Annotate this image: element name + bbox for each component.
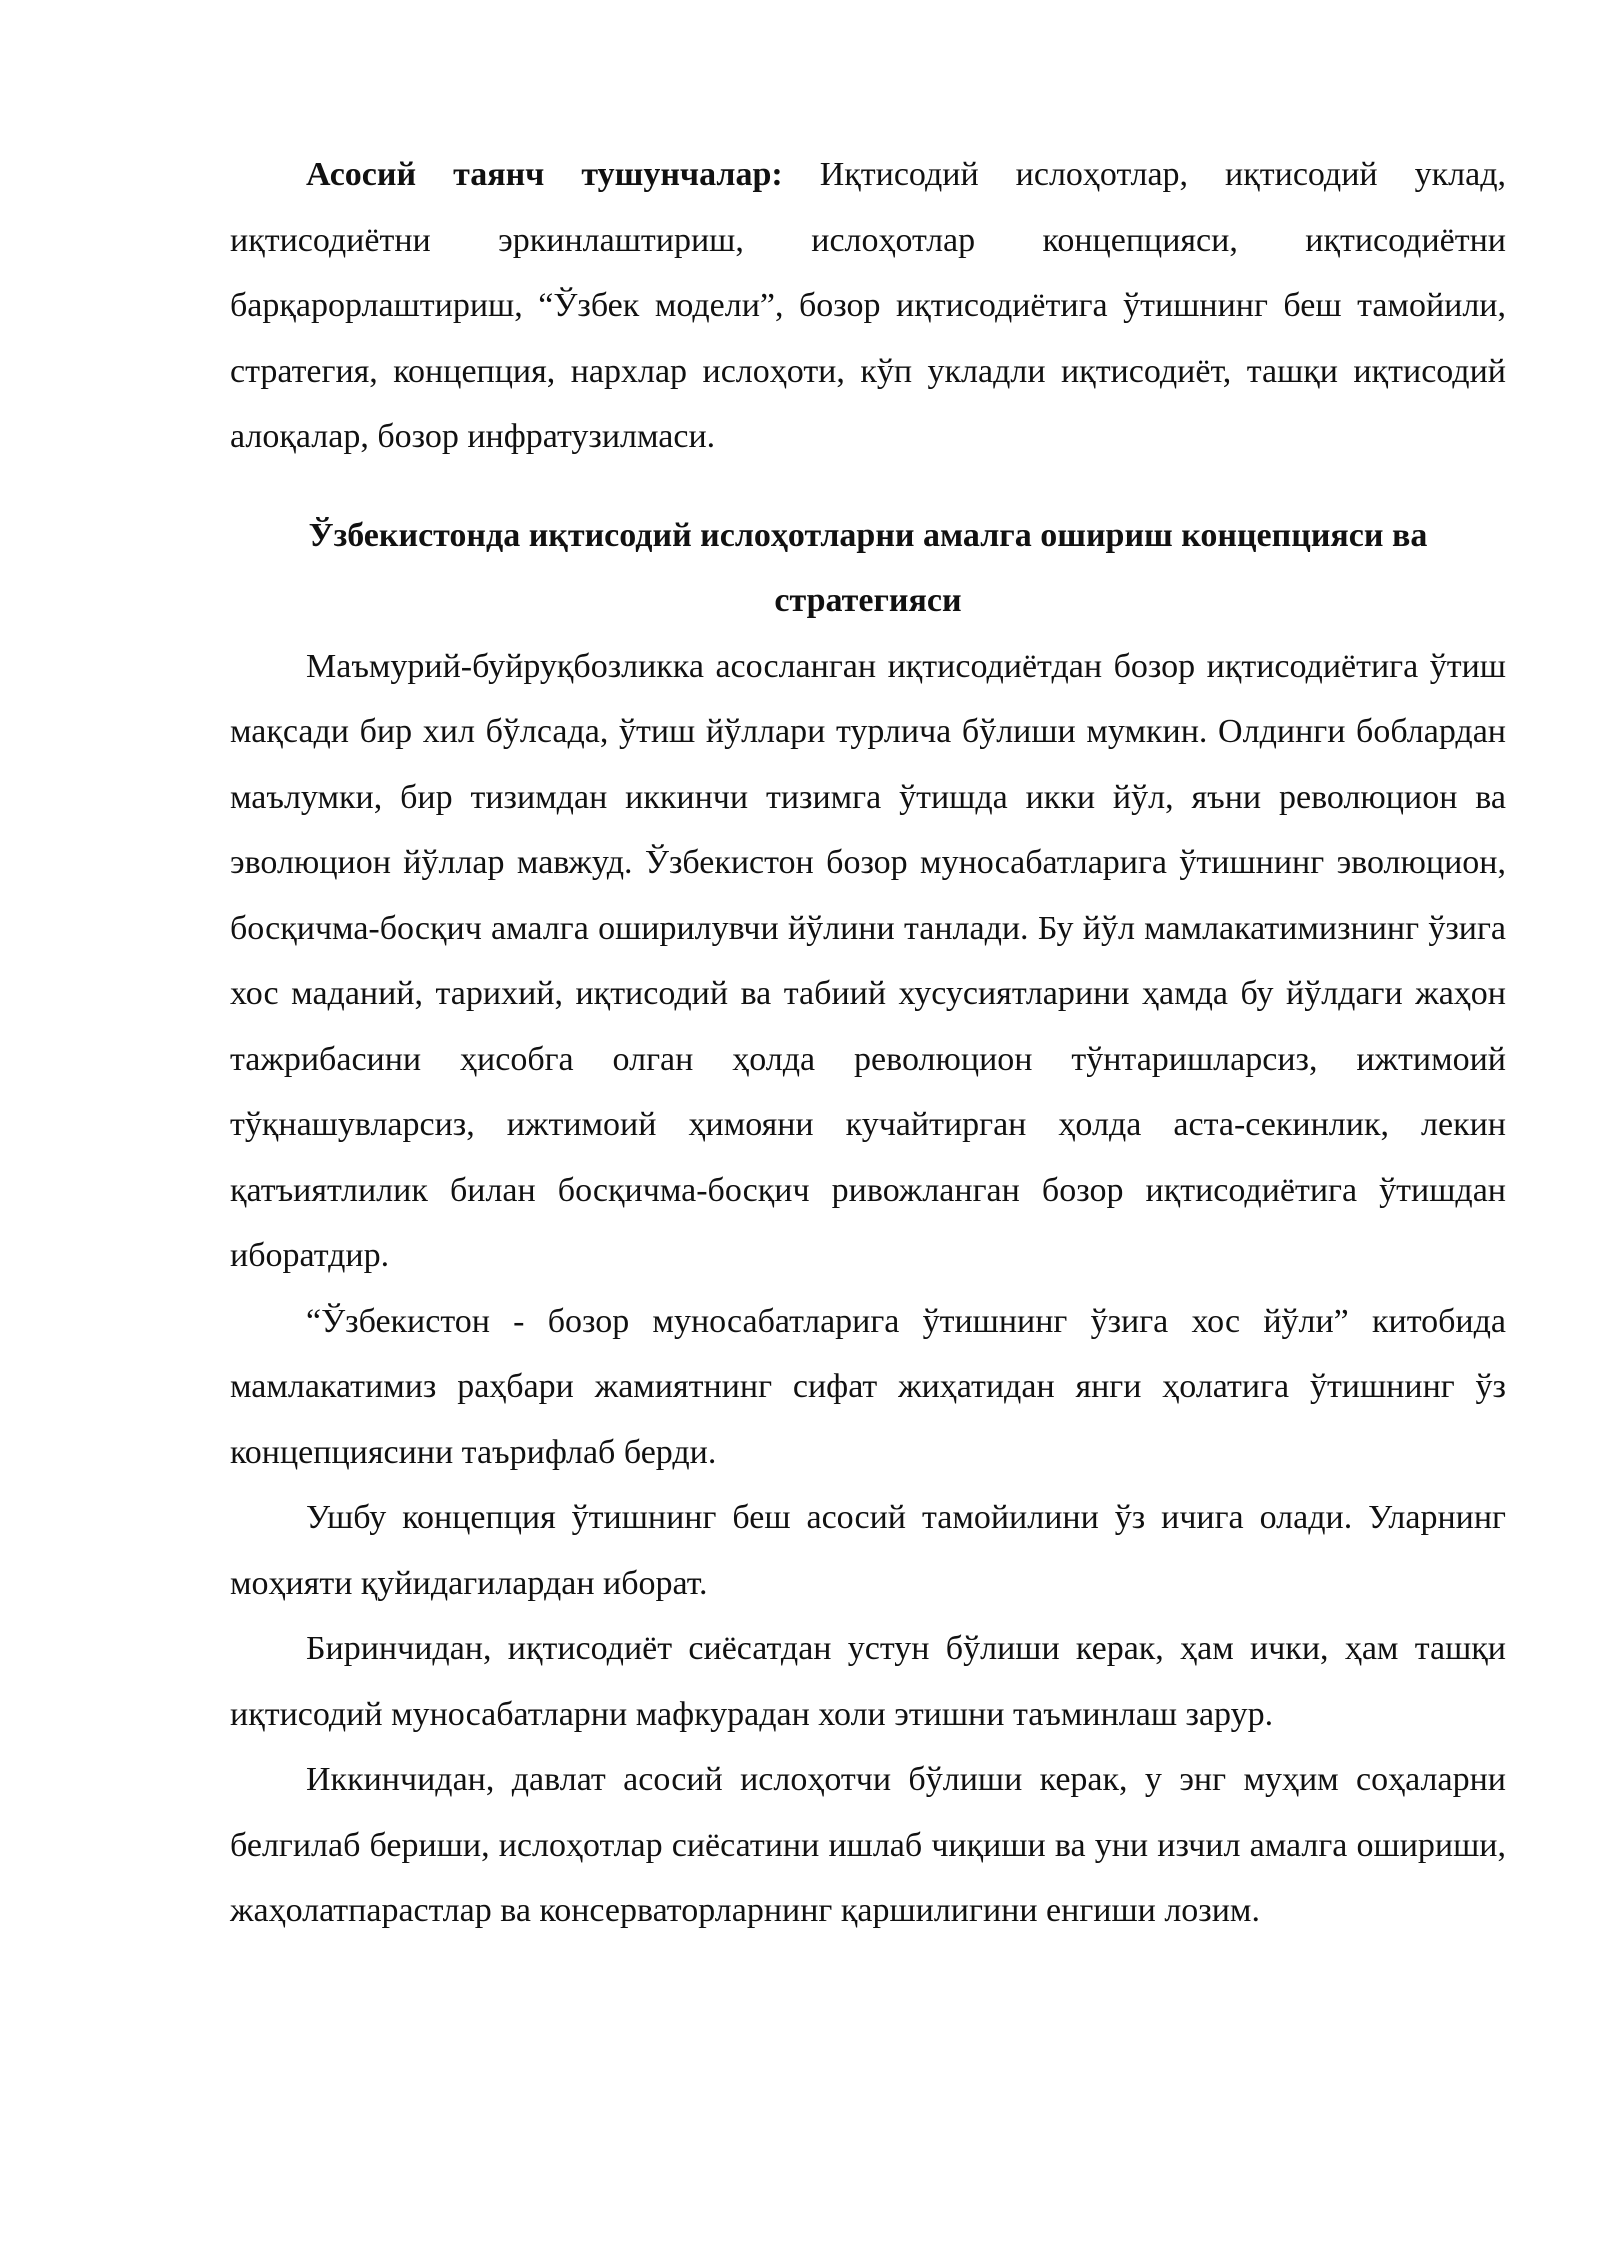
keywords-label: Асосий таянч тушунчалар:: [306, 156, 783, 193]
body-paragraph-1: Маъмурий-буйруқбозликка асосланган иқтисодиётдан бозор иқтисодиётига ўтиш мақсади бир хил бўлсада, ўтиш йўллари турлича бўлиши мумкин. Олдинги боблардан маълумки, бир тизимдан иккинчи тизимга ўтишда икки йўл, яъни революцион ва эволюцион йўллар мавжуд. Ўзбекистон бозор муносабатларига ўтишнинг эволюцион, босқичма-босқич амалга оширилувчи йўлини танлади. Бу йўл мамлакатимизнинг ўзига хос маданий, тарихий, иқтисодий ва табиий хусусиятларини ҳамда бу йўлдаги жаҳон тажрибасини ҳисобга олган ҳолда революцион тўнтаришларсиз, ижтимоий тўқнашувларсиз, ижтимоий ҳимояни кучайтирган ҳолда аста-секинлик, лекин қатъиятлилик билан босқичма-босқич ривожланган бозор иқтисодиётига ўтишдан иборатдир.: [230, 647, 1506, 1274]
section-heading: [230, 503, 1506, 634]
body-paragraph-2: “Ўзбекистон - бозор муносабатларига ўтишнинг ўзига хос йўли” китобида мамлакатимиз раҳбари жамиятнинг сифат жиҳатидан янги ҳолатига ўтишнинг ўз концепциясини таърифлаб берди.: [230, 1302, 1506, 1471]
keywords-text: Иқтисодий ислоҳотлар, иқтисодий уклад, иқтисодиётни эркинлаштириш, ислоҳотлар концепцияси, иқтисодиётни барқарорлаштириш, “Ўзбек модели”, бозор иқтисодиётига ўтишнинг беш тамойили, стратегия, концепция, нархлар ислоҳоти, кўп укладли иқтисодиёт, ташқи иқтисодий алоқалар, бозор инфратузилмаси.: [230, 156, 1507, 455]
document-page: [230, 142, 1506, 1944]
section-heading-line-1: Ўзбекистонда иқтисодий ислоҳотларни амалга ошириш концепцияси ва: [308, 516, 1428, 554]
keywords-paragraph: [230, 142, 1506, 470]
body-paragraph-4: Биринчидан, иқтисодиёт сиёсатдан устун бўлиши керак, ҳам ички, ҳам ташқи иқтисодий муносабатларни мафкурадан холи этишни таъминлаш зарур.: [230, 1630, 1506, 1733]
body-paragraph-5: Иккинчидан, давлат асосий ислоҳотчи бўлиши керак, у энг муҳим соҳаларни белгилаб бериши, ислоҳотлар сиёсатини ишлаб чиқиши ва уни изчил амалга ошириши, жаҳолатпарастлар ва консерваторларнинг қаршилигини енгиши лозим.: [230, 1761, 1506, 1929]
body-paragraph-3: Ушбу концепция ўтишнинг беш асосий тамойилини ўз ичига олади. Уларнинг моҳияти қуйидагилардан иборат.: [230, 1499, 1506, 1602]
section-heading-line-2: стратегияси: [774, 582, 962, 619]
